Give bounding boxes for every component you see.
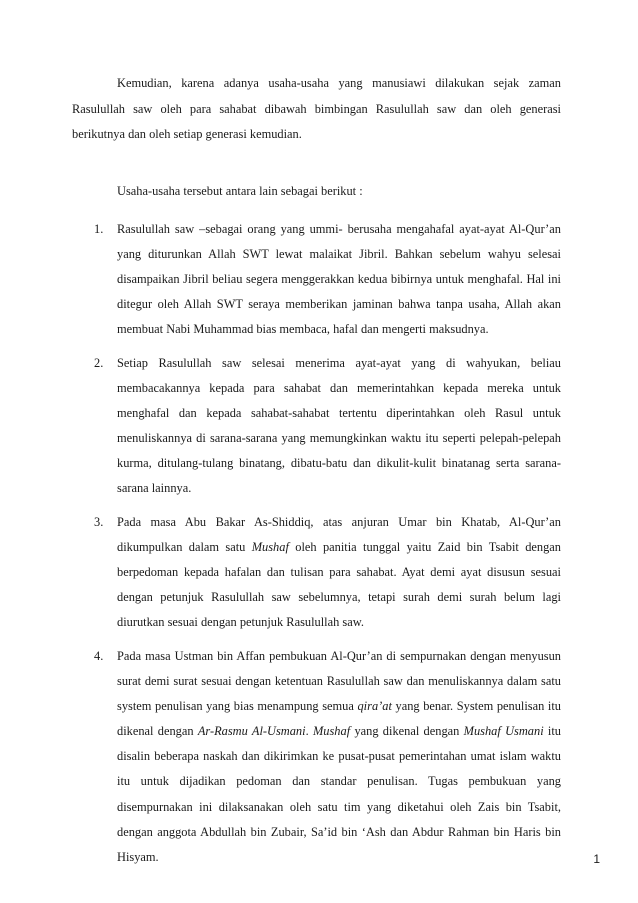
list-item <box>72 351 561 502</box>
list-item-text: Pada masa Ustman bin Affan pembukuan Al-Qur’an di sempurnakan dengan menyusun surat demi surat sesuai dengan ketentuan Rasulullah saw dan menuliskannya dalam satu system penulisan yang bias menampung semua <box>117 649 561 714</box>
list-item-text: itu disalin beberapa naskah dan dikirimkan ke pusat-pusat pemerintahan umat islam waktu itu untuk dijadikan pedoman dan standar penulisan. Tugas pembukuan yang disempurnakan ini dilaksanakan oleh satu tim yang diketahui oleh Zais bin Tsabit, dengan anggota Abdullah bin Zubair, Sa’id bin ‘Ash dan Abdur Rahman bin Haris bin Hisyam. <box>117 724 562 864</box>
list-item-text: oleh panitia tunggal yaitu Zaid bin Tsabit dengan berpedoman kepada hafalan dan tulisan para sahabat. Ayat demi ayat disusun sesuai dengan petunjuk Rasulullah saw sebelumnya, tetapi surah demi surah belum lagi diurutkan sesuai dengan petunjuk Rasulullah saw. <box>117 540 561 630</box>
intro-paragraph: Kemudian, karena adanya usaha-usaha yang manusiawi dilakukan sejak zaman Rasulullah saw oleh para sahabat dibawah bimbingan Rasulullah saw dan oleh generasi berikutnya dan oleh setiap generasi kemudian. <box>72 76 561 141</box>
list-number: 1. <box>94 222 104 236</box>
list-item-text: Pada masa Abu Bakar As-Shiddiq, atas anjuran Umar bin Khatab, Al-Qur’an dikumpulkan dalam satu <box>117 515 561 555</box>
list-item-text: yang dikenal dengan <box>350 724 464 739</box>
list-number: 4. <box>94 649 104 663</box>
list-item <box>72 644 561 870</box>
list-item-text: Rasulullah saw –sebagai orang yang ummi- berusaha mengahafal ayat-ayat Al-Qur’an yang diturunkan Allah SWT lewat malaikat Jibril. Bahkan sebelum wahyu selesai disampaikan Jibril beliau segera menggerakkan kedua bibirnya untuk menghafal. Hal ini ditegur oleh Allah SWT seraya memberikan jaminan bahwa tanpa usaha, Allah akan membuat Nabi Muhammad bias membaca, hafal dan mengerti maksudnya. <box>117 222 561 337</box>
italic-term: Ar-Rasmu Al-Usmani <box>197 724 306 739</box>
lead-paragraph: Usaha-usaha tersebut antara lain sebagai berikut : <box>117 184 363 198</box>
list-item-text: Setiap Rasulullah saw selesai menerima ayat-ayat yang di wahyukan, beliau membacakannya kepada para sahabat dan memerintahkan kepada mereka untuk menghafal dan kepada sahabat-sahabat tertentu diperintahkan oleh Rasul untuk menuliskannya di sarana-sarana yang memungkinkan waktu itu seperti pelepah-pelepah kurma, ditulang-tulang binatang, dibatu-batu dan dikulit-kulit binatanag serta sarana-sarana lainnya. <box>117 355 561 496</box>
numbered-list <box>72 217 561 878</box>
italic-term: Mushaf <box>312 724 351 739</box>
list-item <box>72 510 561 635</box>
italic-term: qira’at <box>357 699 392 714</box>
list-item-text: yang benar. System penulisan itu dikenal dengan <box>117 699 561 739</box>
italic-term: Mushaf Usmani <box>463 724 544 739</box>
italic-term: Mushaf <box>251 540 289 555</box>
list-item-text: . <box>305 724 313 739</box>
list-item <box>72 217 561 342</box>
list-number: 3. <box>94 515 104 530</box>
list-number: 2. <box>94 355 104 370</box>
page-number: 1 <box>593 852 600 866</box>
